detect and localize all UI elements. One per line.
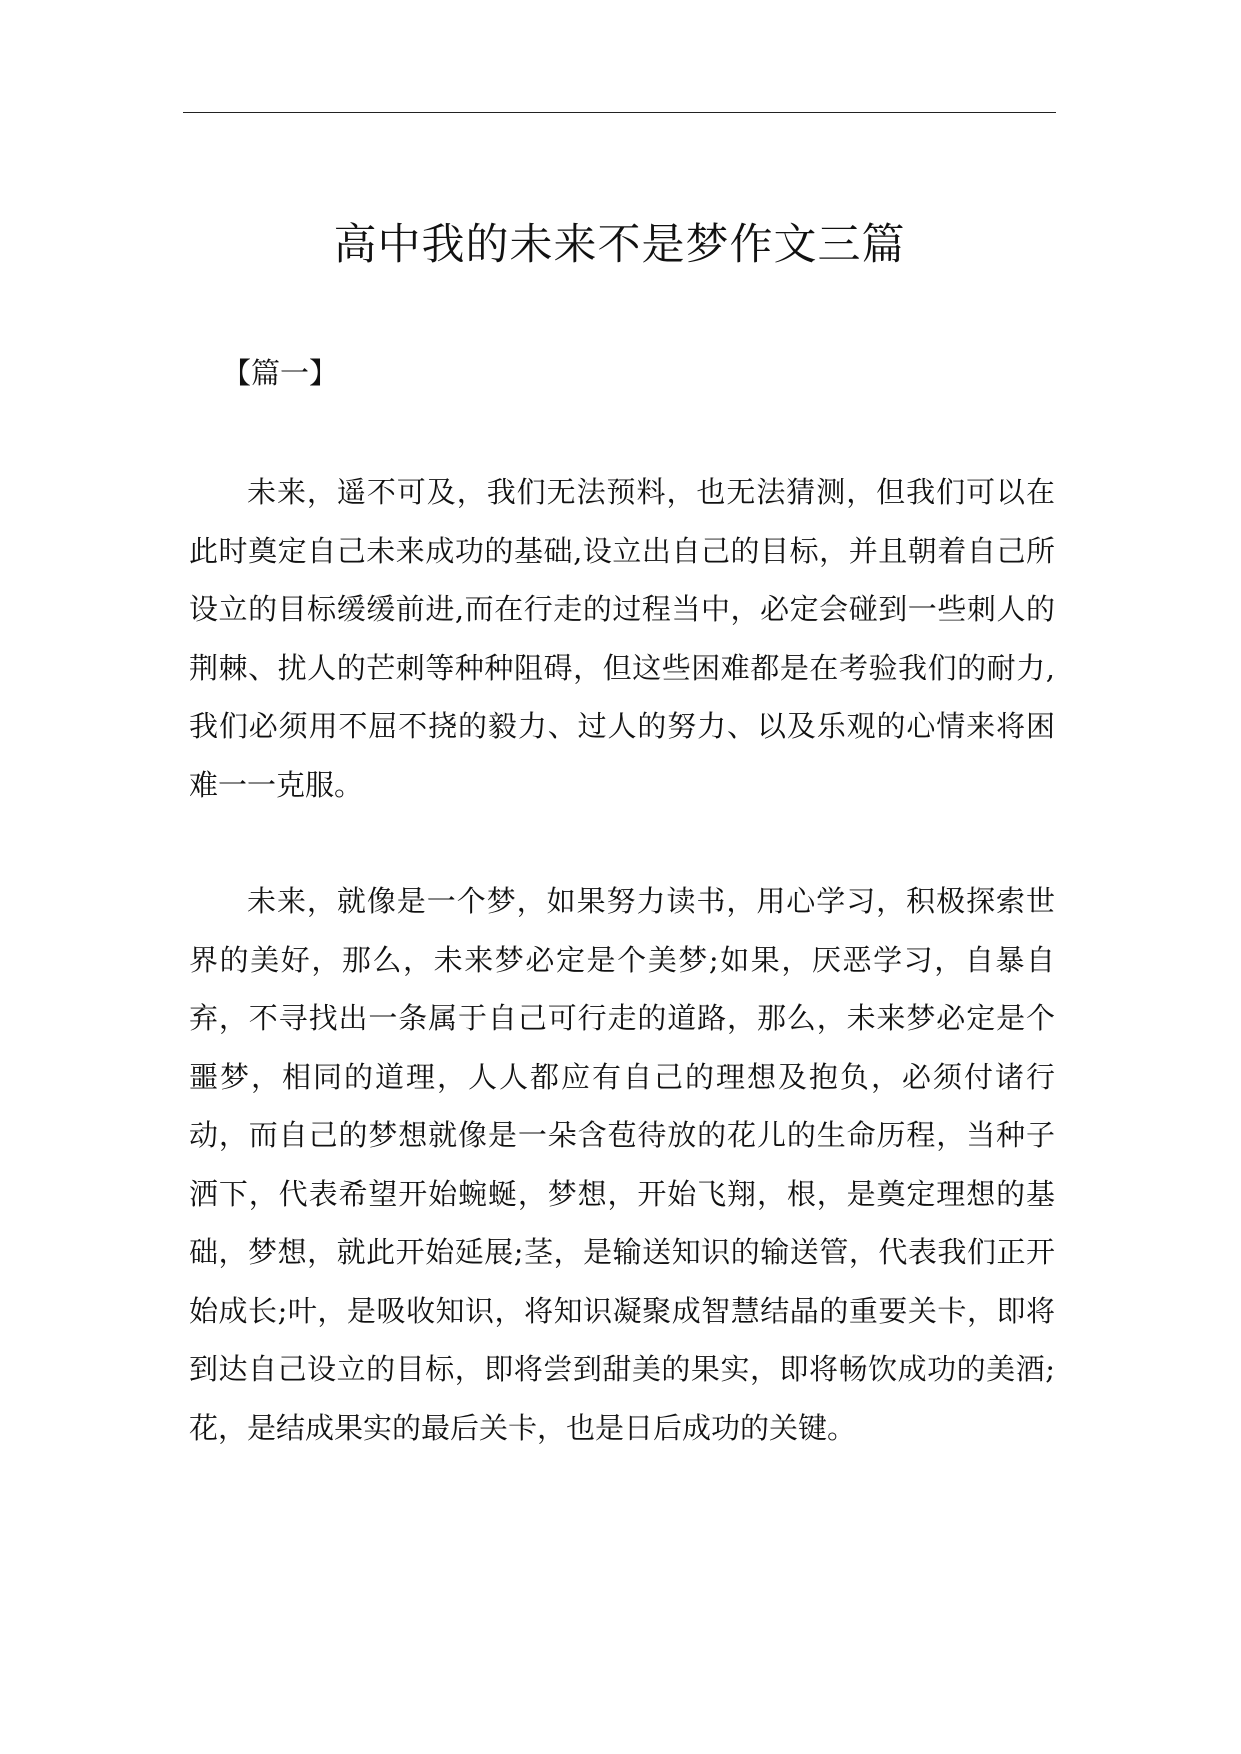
document-title: 高中我的未来不是梦作文三篇 (333, 220, 906, 270)
paragraph-2: 未来，就像是一个梦，如果努力读书，用心学习，积极探索世界的美好，那么，未来梦必定是个美梦;如果，厌恶学习，自暴自弃，不寻找出一条属于自己可行走的道路，那么，未来梦必定是个噩梦，相同的道理，人人都应有自己的理想及抱负，必须付诸行动，而自己的梦想就像是一朵含苞待放的花儿的生命历程，当种子洒下，代表希望开始蜿蜒，梦想，开始飞翔，根，是奠定理想的基础，梦想，就此开始延展;茎，是输送知识的输送管，代表我们正开始成长;叶，是吸收知识，将知识凝聚成智慧结晶的重要关卡，即将到达自己设立的目标，即将尝到甜美的果实，即将畅饮成功的美酒;花，是结成果实的最后关卡，也是日后成功的关键。 (189, 884, 1055, 1445)
header-rule (183, 112, 1056, 113)
section-label: 【篇一】 (222, 356, 339, 390)
paragraph-1: 未来，遥不可及，我们无法预料，也无法猜测，但我们可以在此时奠定自己未来成功的基础,设立出自己的目标，并且朝着自己所设立的目标缓缓前进,而在行走的过程当中，必定会碰到一些刺人的荆棘、扰人的芒刺等种种阻碍，但这些困难都是在考验我们的耐力,我们必须用不屈不挠的毅力、过人的努力、以及乐观的心情来将困难一一克服。 (189, 475, 1055, 802)
